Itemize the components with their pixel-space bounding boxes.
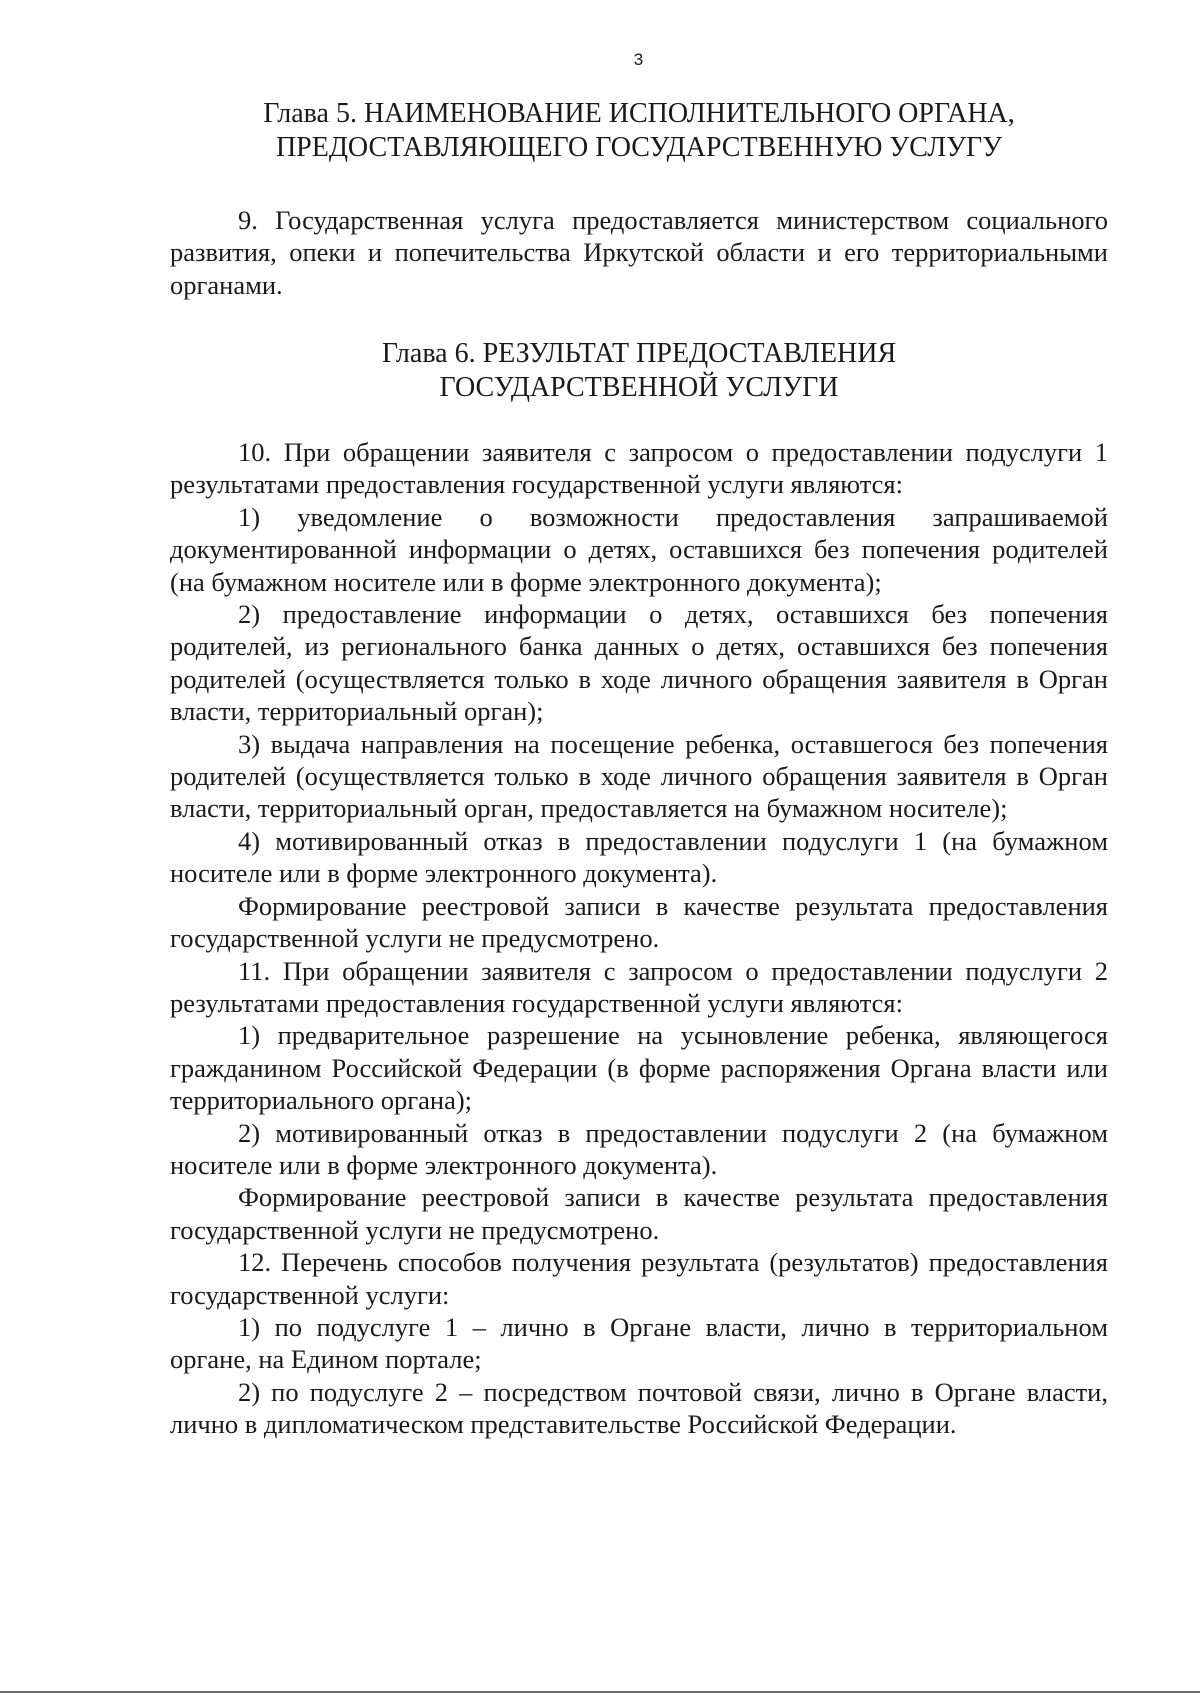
chapter-5-heading-line-1: Глава 5. НАИМЕНОВАНИЕ ИСПОЛНИТЕЛЬНОГО ОРГАНА, [263, 98, 1015, 129]
chapter-5-body [170, 204, 1108, 301]
paragraph-10-note: Формирование реестровой записи в качестве результата предоставления государственной услуги не предусмотрено. [170, 890, 1108, 954]
chapter-6-body [170, 436, 1108, 1441]
paragraph-10-item-4: 4) мотивированный отказ в предоставлении подуслуги 1 (на бумажном носителе или в форме электронного документа). [170, 825, 1108, 889]
paragraph-12-item-1: 1) по подуслуге 1 – лично в Органе власти, лично в территориальном органе, на Едином портале; [170, 1311, 1108, 1375]
paragraph-10-item-2: 2) предоставление информации о детях, оставшихся без попечения родителей, из регионального банка данных о детях, оставшихся без попечения родителей (осуществляется только в ходе личного обращения заявителя в Орган власти, территориальный орган); [170, 599, 1108, 727]
paragraph-12-item-2: 2) по подуслуге 2 – посредством почтовой связи, лично в Органе власти, лично в дипломатическом представительстве Российской Федерации. [170, 1376, 1108, 1440]
chapter-6-heading-line-1: Глава 6. РЕЗУЛЬТАТ ПРЕДОСТАВЛЕНИЯ [381, 338, 897, 369]
chapter-5-heading-line-2: ПРЕДОСТАВЛЯЮЩЕГО ГОСУДАРСТВЕННУЮ УСЛУГУ [275, 132, 1003, 163]
paragraph-11: 11. При обращении заявителя с запросом о предоставлении подуслуги 2 результатами предоставления государственной услуги являются: [170, 955, 1108, 1018]
paragraph-9: 9. Государственная услуга предоставляется министерством социального развития, опеки и попечительства Иркутской области и его территориальными органами. [170, 205, 1108, 300]
paragraph-11-item-2: 2) мотивированный отказ в предоставлении подуслуги 2 (на бумажном носителе или в форме электронного документа). [170, 1117, 1108, 1180]
scan-edge-divider [0, 1691, 1200, 1693]
paragraph-10-item-3: 3) выдача направления на посещение ребенка, оставшегося без попечения родителей (осуществляется только в ходе личного обращения заявителя в Орган власти, территориальный орган, предоставляется на бумажном носителе); [170, 728, 1108, 824]
page-number: 3 [633, 50, 644, 69]
chapter-6-heading-line-2: ГОСУДАРСТВЕННОЙ УСЛУГИ [439, 372, 839, 403]
paragraph-11-item-1: 1) предварительное разрешение на усыновление ребенка, являющегося гражданином Российской Федерации (в форме распоряжения Органа власти или территориального органа); [170, 1020, 1108, 1116]
paragraph-10-item-1: 1) уведомление о возможности предоставления запрашиваемой документированной информации о детях, оставшихся без попечения родителей (на бумажном носителе или в форме электронного документа); [170, 501, 1108, 597]
chapter-6-heading [170, 337, 1108, 405]
chapter-5-heading [170, 97, 1108, 165]
paragraph-11-note: Формирование реестровой записи в качестве результата предоставления государственной услуги не предусмотрено. [170, 1182, 1108, 1245]
paragraph-10: 10. При обращении заявителя с запросом о предоставлении подуслуги 1 результатами предоставления государственной услуги являются: [170, 437, 1108, 500]
paragraph-12: 12. Перечень способов получения результата (результатов) предоставления государственной услуги: [170, 1247, 1108, 1310]
